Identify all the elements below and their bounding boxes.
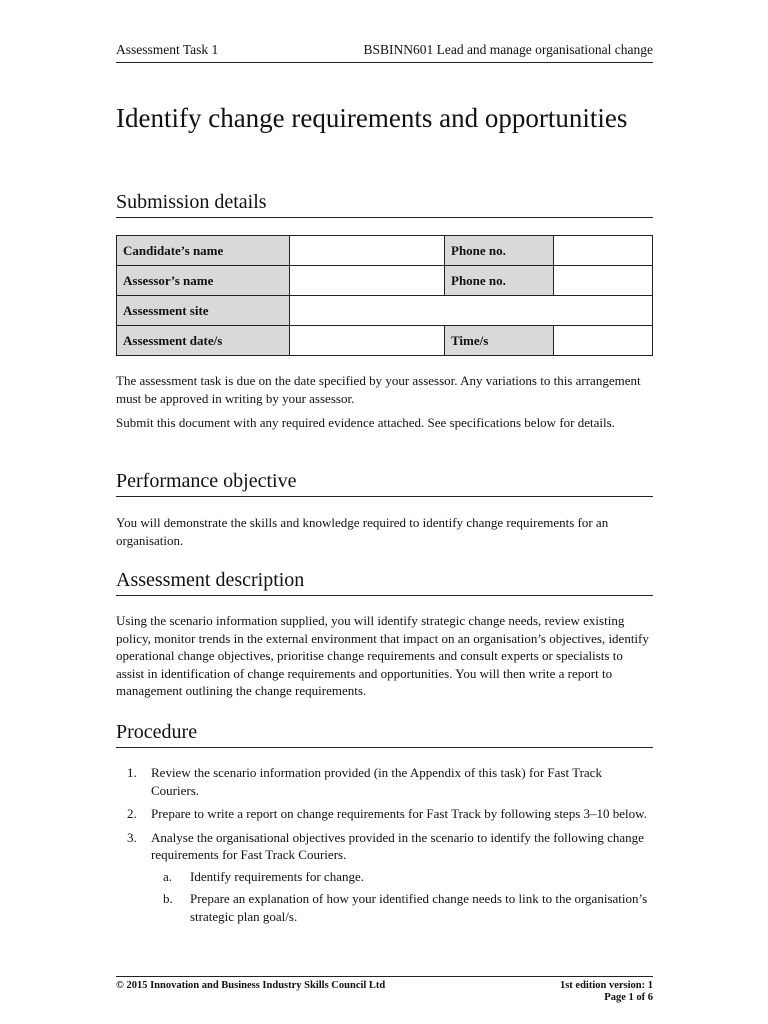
performance-objective-paragraph: You will demonstrate the skills and knowledge required to identify change requirements for an organisation. (116, 515, 609, 548)
list-item-number: 1. (127, 765, 137, 780)
time-label: Time/s (445, 326, 554, 356)
assessor-name-field[interactable] (290, 266, 445, 296)
candidate-name-field[interactable] (290, 236, 445, 266)
list-item-letter: b. (163, 891, 173, 906)
table-row (117, 296, 653, 326)
document-title: Identify change requirements and opportunities (116, 103, 628, 133)
assessor-name-label: Assessor’s name (117, 266, 290, 296)
assessment-date-field[interactable] (290, 326, 445, 356)
list-item-number: 3. (127, 829, 137, 845)
list-item (116, 829, 653, 926)
table-row (117, 236, 653, 266)
assessment-date-label: Assessment date/s (117, 326, 290, 356)
assessment-description-paragraph: Using the scenario information supplied, you will identify strategic change needs, review existing policy, monitor trends in the external environment that impact on an organisation’s objectives, identify operational change objectives, prioritise change requirements and consult experts or specialists to assist in identification of change requirements and opportunities. You will then write a report to management outlining the change requirements. (116, 613, 649, 698)
footer-copyright: © 2015 Innovation and Business Industry Skills Council Ltd (116, 980, 386, 991)
list-item-text: Identify requirements for change. (190, 868, 364, 884)
performance-objective-heading: Performance objective (116, 469, 653, 497)
assessor-phone-label: Phone no. (445, 266, 554, 296)
list-item (151, 868, 653, 886)
candidate-phone-field[interactable] (554, 236, 653, 266)
candidate-phone-label: Phone no. (445, 236, 554, 266)
submission-details-heading: Submission details (116, 190, 653, 218)
procedure-list (116, 764, 653, 931)
list-item-text: Prepare to write a report on change requirements for Fast Track by following steps 3–10 below. (151, 806, 647, 821)
assessment-description-heading: Assessment description (116, 568, 653, 596)
candidate-name-label: Candidate’s name (117, 236, 290, 266)
list-item (116, 805, 653, 823)
header-task-label: Assessment Task 1 (116, 42, 219, 57)
submit-paragraph: Submit this document with any required evidence attached. See specifications below for details. (116, 415, 615, 430)
header-unit-label: BSBINN601 Lead and manage organisational change (363, 42, 653, 57)
list-item-number: 2. (127, 806, 137, 821)
list-item-text: Analyse the organisational objectives provided in the scenario to identify the following change requirements for Fast Track Couriers. (151, 829, 644, 862)
page-header (116, 42, 653, 63)
footer-page-number: Page 1 of 6 (604, 992, 653, 1003)
assessment-site-field[interactable] (290, 296, 653, 326)
list-item (116, 764, 653, 799)
submission-details-table (116, 235, 653, 356)
list-item (151, 890, 653, 925)
time-field[interactable] (554, 326, 653, 356)
table-row (117, 266, 653, 296)
assessment-site-label: Assessment site (117, 296, 290, 326)
page-footer (116, 976, 653, 1004)
assessor-phone-field[interactable] (554, 266, 653, 296)
procedure-heading: Procedure (116, 720, 653, 748)
list-item-text: Review the scenario information provided (in the Appendix of this task) for Fast Track Couriers. (151, 765, 602, 798)
procedure-sublist (151, 868, 653, 926)
due-date-paragraph: The assessment task is due on the date specified by your assessor. Any variations to this arrangement must be approved in writing by your assessor. (116, 373, 641, 406)
table-row (117, 326, 653, 356)
list-item-letter: a. (163, 868, 173, 884)
footer-edition: 1st edition version: 1 (559, 980, 653, 991)
list-item-text: Prepare an explanation of how your identified change needs to link to the organisation’s strategic plan goal/s. (190, 891, 648, 924)
